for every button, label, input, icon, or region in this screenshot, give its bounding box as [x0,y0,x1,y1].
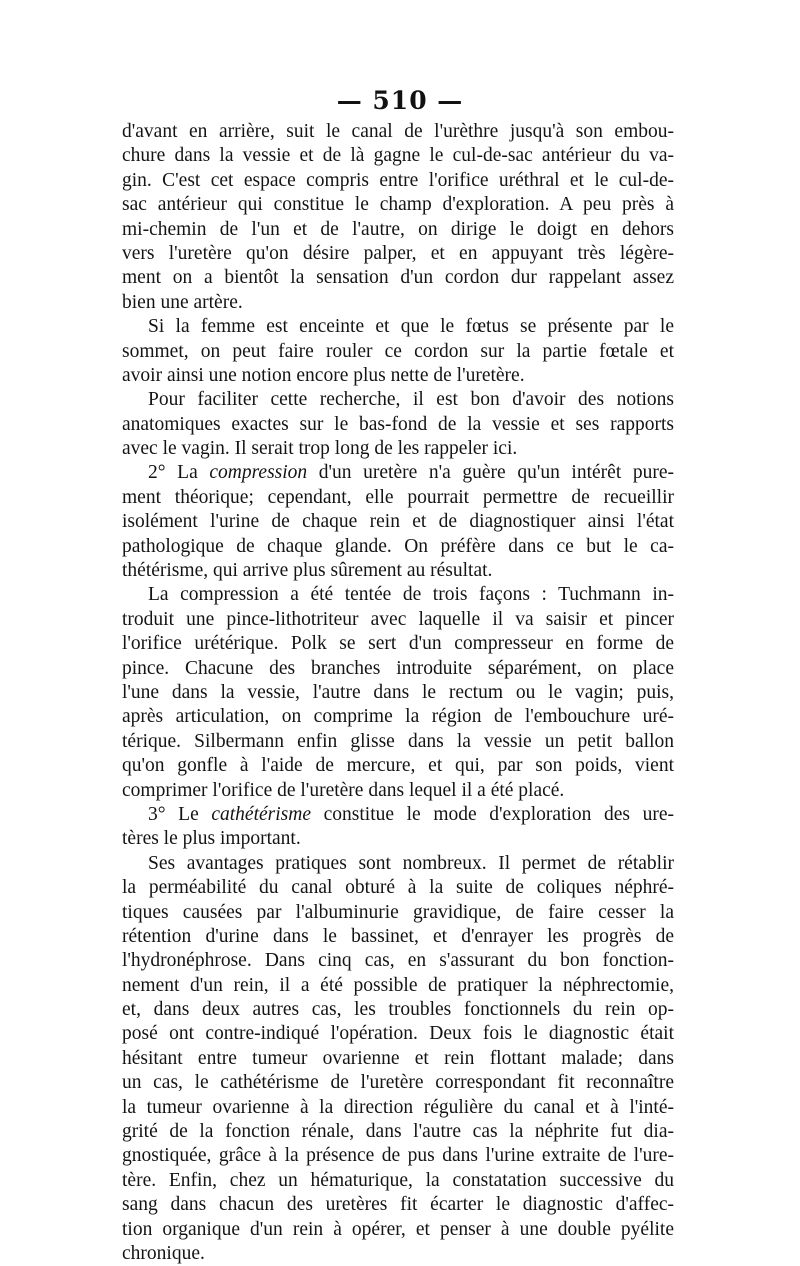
text-line: chure dans la vessie et de là gagne le cul-de-sac antérieur du va- [122,145,674,167]
text-line: vers l'uretère qu'on désire palper, et en appuyant très légère- [122,242,674,264]
text-line: comprimer l'orifice de l'uretère dans lequel il a été placé. [122,779,565,801]
text-line: Ses avantages pratiques sont nombreux. Il permet de rétablir [148,852,674,874]
text-line: tères le plus important. [122,828,301,850]
page-number: — 510 — [336,86,464,115]
text-line: et, dans deux autres cas, les troubles fonctionnels du rein op- [122,999,674,1021]
text-line: anatomiques exactes sur le bas-fond de la vessie et ses rapports [122,413,674,435]
text-line: avoir ainsi une notion encore plus nette de l'uretère. [122,364,525,386]
text-line: l'orifice urétérique. Polk se sert d'un compresseur en forme de [122,633,674,655]
text-line: isolément l'urine de chaque rein et de diagnostiquer ainsi l'état [122,511,674,533]
text-line: l'une dans la vessie, l'autre dans le rectum ou le vagin; puis, [122,681,674,703]
text-line: rétention d'urine dans le bassinet, et d'enrayer les progrès de [122,925,674,947]
text-line: ment théorique; cependant, elle pourrait permettre de recueillir [122,486,674,508]
text-segment: constitue le mode d'exploration des ure- [311,803,674,825]
text-line: chronique. [122,1242,205,1264]
text-line: tiques causées par l'albuminurie gravidique, de faire cesser la [122,901,674,923]
text-line: l'hydronéphrose. Dans cinq cas, en s'assurant du bon fonction- [122,950,674,972]
text-line: La compression a été tentée de trois façons : Tuchmann in- [148,584,674,606]
italic-term: cathétérisme [211,803,311,825]
text-segment: 3° Le [148,803,212,825]
text-line [122,461,674,485]
text-line: qu'on gonfle à l'aide de mercure, et qui, par son poids, vient [122,755,674,777]
text-line: pathologique de chaque glande. On préfère dans ce but le ca- [122,535,674,557]
text-line: mi-chemin de l'un et de l'autre, on dirige le doigt en dehors [122,218,674,240]
text-line: d'avant en arrière, suit le canal de l'urèthre jusqu'à son embou- [122,121,674,142]
italic-term: compression [209,462,308,484]
text-line: un cas, le cathétérisme de l'uretère correspondant fit reconnaître [122,1072,674,1094]
text-line: Pour faciliter cette recherche, il est bon d'avoir des notions [148,389,674,411]
text-line: troduit une pince-lithotriteur avec laquelle il va saisir et pincer [122,608,674,630]
text-segment: 2° La [148,462,210,484]
text-line: gnostiquée, grâce à la présence de pus dans l'urine extraite de l'ure- [122,1145,674,1167]
text-line: thétérisme, qui arrive plus sûrement au résultat. [122,560,493,582]
text-line: sang dans chacun des uretères fit écarter le diagnostic d'affec- [122,1194,674,1216]
text-segment: d'un uretère n'a guère qu'un intérêt pure- [307,462,674,484]
text-line: tère. Enfin, chez un hématurique, la constatation successive du [122,1169,674,1191]
body-text [122,120,674,1266]
text-line [122,803,674,827]
text-line: hésitant entre tumeur ovarienne et rein flottant malade; dans [122,1047,674,1069]
text-line: la tumeur ovarienne à la direction régulière du canal et à l'inté- [122,1096,674,1118]
text-line: grité de la fonction rénale, dans l'autre cas la néphrite fut dia- [122,1121,674,1143]
text-line: Si la femme est enceinte et que le fœtus se présente par le [148,316,674,338]
text-line: nement d'un rein, il a été possible de pratiquer la néphrectomie, [122,974,674,996]
text-line: sac antérieur qui constitue le champ d'exploration. A peu près à [122,194,674,216]
text-line: la perméabilité du canal obturé à la suite de coliques néphré- [122,877,674,899]
text-line: pince. Chacune des branches introduite séparément, on place [122,657,674,679]
text-line: térique. Silbermann enfin glisse dans la vessie un petit ballon [122,730,674,752]
text-line: avec le vagin. Il serait trop long de les rappeler ici. [122,438,518,460]
text-line: posé ont contre-indiqué l'opération. Deux fois le diagnostic était [122,1023,674,1045]
text-line: sommet, on peut faire rouler ce cordon sur la partie fœtale et [122,340,674,362]
text-line: ment on a bientôt la sensation d'un cordon dur rappelant assez [122,267,674,289]
text-line: bien une artère. [122,291,243,313]
text-line: tion organique d'un rein à opérer, et penser à une double pyélite [122,1218,674,1240]
text-line: gin. C'est cet espace compris entre l'orifice uréthral et le cul-de- [122,169,674,191]
text-line: après articulation, on comprime la région de l'embouchure uré- [122,706,674,728]
